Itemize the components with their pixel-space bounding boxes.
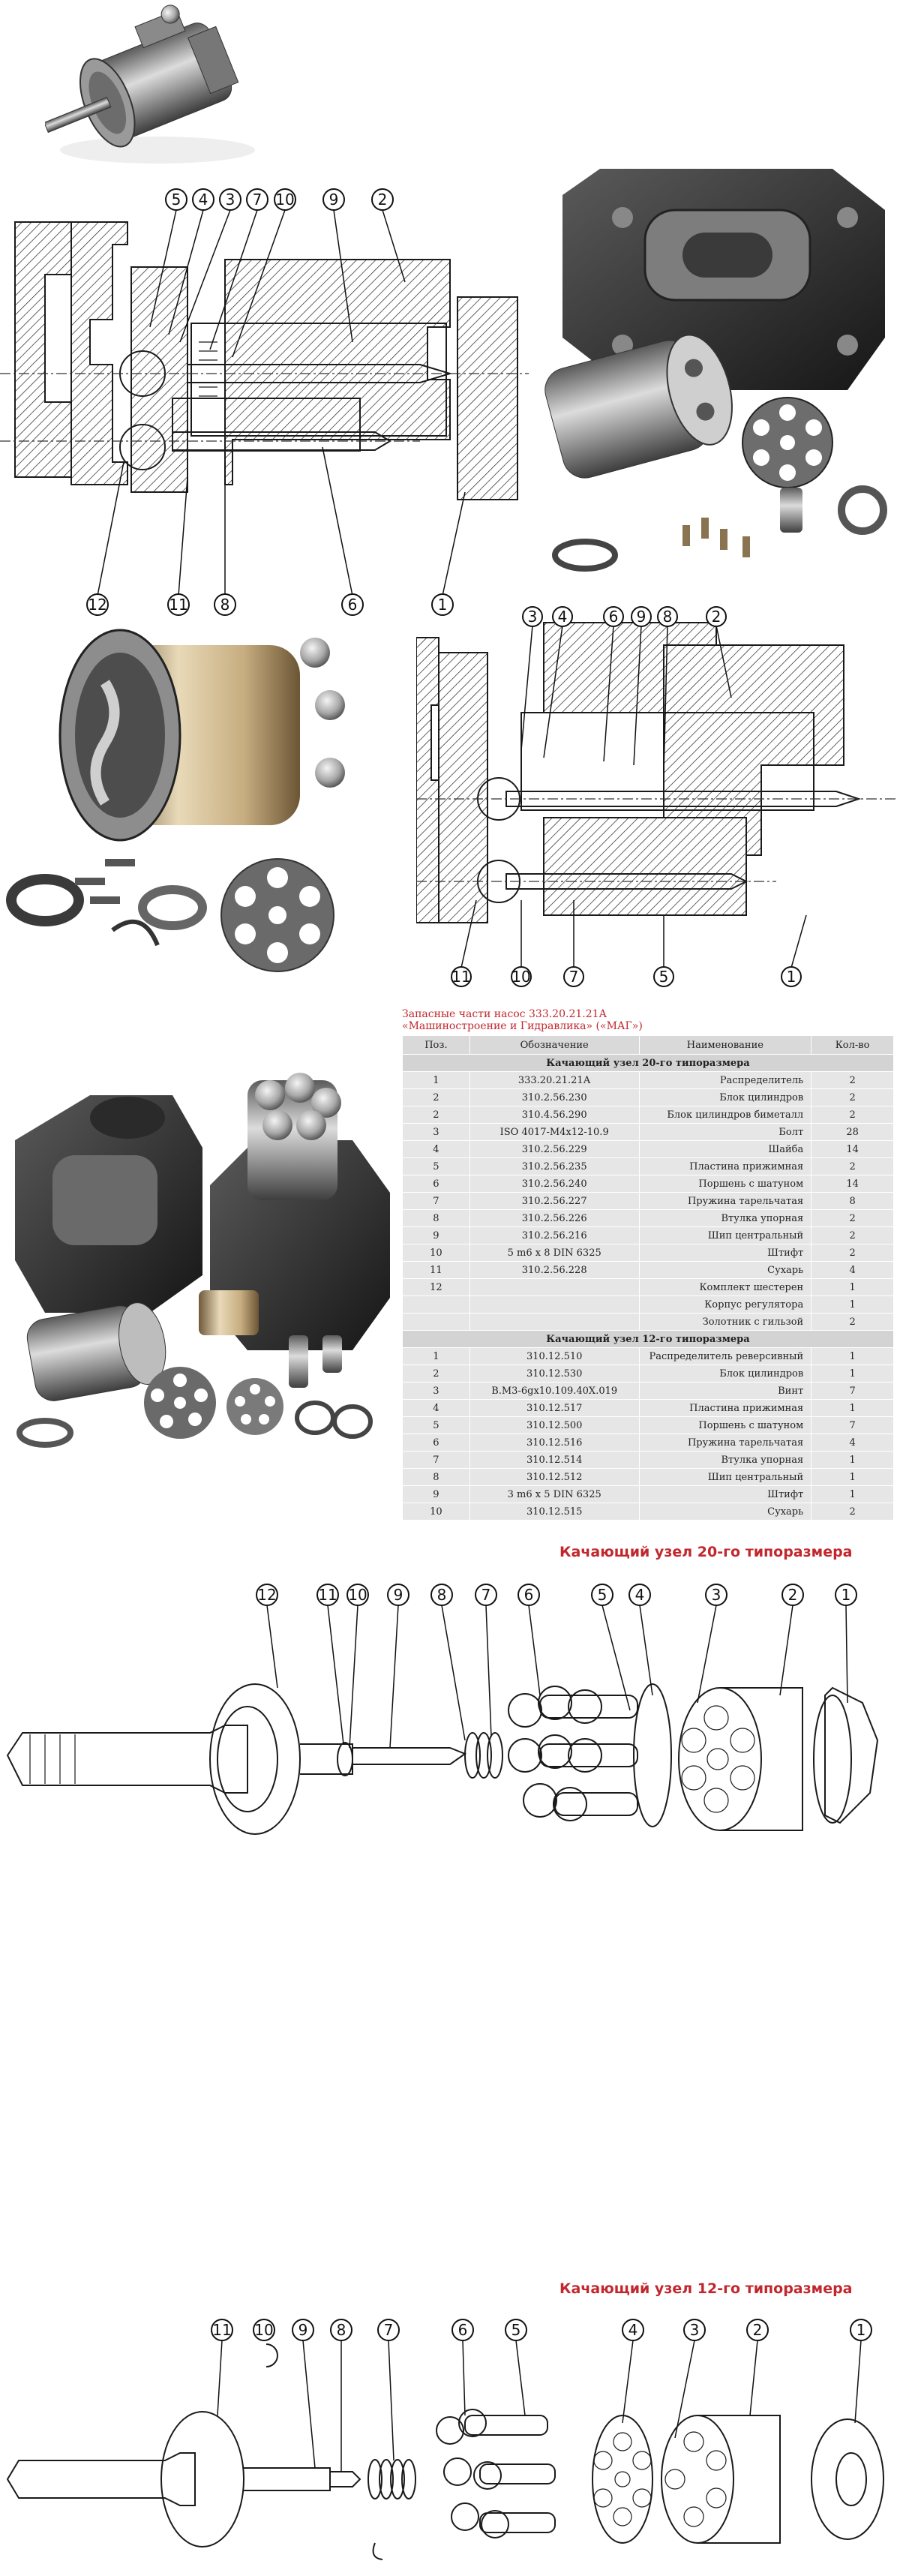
cell-pos: 10: [403, 1503, 470, 1521]
svg-text:6: 6: [524, 1586, 534, 1604]
cell-name: Блок цилиндров: [639, 1365, 812, 1383]
svg-text:9: 9: [328, 191, 339, 209]
cell-pos: 7: [403, 1193, 470, 1210]
callout-3: [706, 1584, 727, 1605]
table-row: [403, 1124, 894, 1141]
svg-text:7: 7: [383, 2321, 394, 2339]
cell-code: В.М3-6gх10.109.40Х.019: [470, 1383, 639, 1400]
svg-text:5: 5: [171, 191, 182, 209]
cell-code: [470, 1296, 639, 1314]
table-caption-line1: Запасные части насос 333.20.21.21А: [402, 1008, 608, 1020]
cell-name: Втулка упорная: [639, 1452, 812, 1469]
callout-bottom-4: [654, 967, 674, 986]
cell-name: Сухарь: [639, 1262, 812, 1279]
table-row: [403, 1279, 894, 1296]
cell-code: [470, 1279, 639, 1296]
cell-code: 310.2.56.230: [470, 1089, 639, 1106]
cell-qty: 2: [812, 1244, 894, 1262]
pump-section-drawing-12: [416, 600, 900, 990]
callout-2: [782, 1584, 803, 1605]
table-row: [403, 1469, 894, 1486]
cell-qty: 2: [812, 1314, 894, 1331]
table-row: [403, 1158, 894, 1175]
callout-1: [836, 1584, 856, 1605]
table-row: [403, 1434, 894, 1452]
callout-5: [506, 2319, 526, 2340]
cell-code: 5 m6 x 8 DIN 6325: [470, 1244, 639, 1262]
cell-code: ISO 4017-M4x12-10.9: [470, 1124, 639, 1141]
section20-title: Качающий узел 20-го типоразмера: [403, 1055, 894, 1072]
cell-qty: 1: [812, 1486, 894, 1503]
table-row: [403, 1503, 894, 1521]
cell-name: Шип центральный: [639, 1227, 812, 1244]
cell-qty: 1: [812, 1469, 894, 1486]
cell-code: 310.2.56.227: [470, 1193, 639, 1210]
cell-qty: 1: [812, 1452, 894, 1469]
cell-qty: 4: [812, 1262, 894, 1279]
table-row: [403, 1106, 894, 1124]
header-pos: Поз.: [403, 1036, 470, 1055]
callout-top-6: [323, 189, 344, 210]
callout-top-4: [632, 607, 651, 626]
cell-name: Болт: [639, 1124, 812, 1141]
cell-code: 310.2.56.235: [470, 1158, 639, 1175]
table-row: [403, 1244, 894, 1262]
cell-pos: 2: [403, 1089, 470, 1106]
callout-top-3: [604, 607, 623, 626]
cell-name: Шип центральный: [639, 1469, 812, 1486]
parts-table: [402, 1035, 894, 1521]
exploded-view-12: [0, 2303, 900, 2576]
svg-text:1: 1: [786, 968, 796, 986]
table-row: [403, 1365, 894, 1383]
table-row: [403, 1262, 894, 1279]
svg-text:3: 3: [711, 1586, 722, 1604]
callout-11: [317, 1584, 338, 1605]
callout-bottom-3: [564, 967, 584, 986]
svg-text:6: 6: [608, 608, 619, 626]
pump-section-drawing-20: [0, 177, 532, 620]
cell-pos: 8: [403, 1469, 470, 1486]
cell-qty: 2: [812, 1227, 894, 1244]
table-row: [403, 1296, 894, 1314]
table-row: [403, 1452, 894, 1469]
callout-top-5: [274, 189, 296, 210]
callout-9: [388, 1584, 409, 1605]
callout-top-1: [523, 607, 542, 626]
svg-text:6: 6: [458, 2321, 468, 2339]
table-row: [403, 1383, 894, 1400]
callout-top-5: [658, 607, 677, 626]
cell-qty: 1: [812, 1348, 894, 1365]
table-row: [403, 1141, 894, 1158]
cell-pos: [403, 1314, 470, 1331]
svg-text:5: 5: [597, 1586, 608, 1604]
cell-pos: 2: [403, 1106, 470, 1124]
callout-top-6: [706, 607, 726, 626]
cell-code: 310.12.515: [470, 1503, 639, 1521]
cell-qty: 14: [812, 1175, 894, 1193]
svg-text:8: 8: [662, 608, 673, 626]
cell-qty: 2: [812, 1072, 894, 1089]
cell-code: 310.2.56.226: [470, 1210, 639, 1227]
svg-text:11: 11: [452, 968, 471, 986]
svg-text:7: 7: [568, 968, 579, 986]
cell-pos: 9: [403, 1227, 470, 1244]
cell-code: 310.2.56.240: [470, 1175, 639, 1193]
header-code: Обозначение: [470, 1036, 639, 1055]
svg-text:4: 4: [634, 1586, 645, 1604]
callout-top-1: [166, 189, 187, 210]
cell-name: Распределитель реверсивный: [639, 1348, 812, 1365]
cell-pos: 1: [403, 1348, 470, 1365]
cell-name: Пластина прижимная: [639, 1158, 812, 1175]
cell-qty: 14: [812, 1141, 894, 1158]
callout-top-2: [553, 607, 572, 626]
callout-bottom-1: [452, 967, 471, 986]
cell-pos: 5: [403, 1158, 470, 1175]
svg-text:4: 4: [557, 608, 568, 626]
cell-name: Шайба: [639, 1141, 812, 1158]
cell-name: Пластина прижимная: [639, 1400, 812, 1417]
header-qty: Кол-во: [812, 1036, 894, 1055]
cell-pos: 10: [403, 1244, 470, 1262]
cell-name: Корпус регулятора: [639, 1296, 812, 1314]
svg-text:12: 12: [88, 596, 107, 614]
svg-text:10: 10: [512, 968, 531, 986]
svg-text:2: 2: [788, 1586, 798, 1604]
table-row: [403, 1348, 894, 1365]
svg-text:6: 6: [347, 596, 358, 614]
callout-9: [292, 2319, 314, 2340]
cell-code: 310.12.512: [470, 1469, 639, 1486]
cell-name: Золотник с гильзой: [639, 1314, 812, 1331]
cell-name: Блок цилиндров: [639, 1089, 812, 1106]
exploded-view-20: [0, 1568, 900, 1883]
exploded12-title: Качающий узел 12-го типоразмера: [560, 2280, 853, 2297]
svg-text:4: 4: [628, 2321, 638, 2339]
cell-name: Пружина тарельчатая: [639, 1193, 812, 1210]
callout-4: [622, 2319, 644, 2340]
svg-text:2: 2: [752, 2321, 763, 2339]
cell-code: 310.2.56.229: [470, 1141, 639, 1158]
cell-name: Втулка упорная: [639, 1210, 812, 1227]
callout-top-2: [193, 189, 214, 210]
svg-text:11: 11: [318, 1586, 338, 1604]
callout-top-3: [220, 189, 241, 210]
table-row: [403, 1210, 894, 1227]
cell-code: 310.2.56.216: [470, 1227, 639, 1244]
cell-name: Комплект шестерен: [639, 1279, 812, 1296]
cell-pos: 7: [403, 1452, 470, 1469]
cell-code: 310.12.530: [470, 1365, 639, 1383]
cell-qty: 8: [812, 1193, 894, 1210]
cylinder-block-photo: [0, 600, 420, 975]
svg-text:4: 4: [198, 191, 208, 209]
cell-name: Штифт: [639, 1486, 812, 1503]
pump-assembly-photo: [45, 0, 270, 173]
pump-housings-and-parts-photo: [0, 1065, 398, 1463]
cell-code: 310.2.56.228: [470, 1262, 639, 1279]
table-header-row: [403, 1036, 894, 1055]
cell-pos: 8: [403, 1210, 470, 1227]
callout-3: [684, 2319, 705, 2340]
cell-code: 310.12.516: [470, 1434, 639, 1452]
header-name: Наименование: [639, 1036, 812, 1055]
cell-pos: 3: [403, 1383, 470, 1400]
callout-12: [256, 1584, 278, 1605]
svg-text:9: 9: [636, 608, 646, 626]
svg-text:5: 5: [658, 968, 669, 986]
table-row: [403, 1227, 894, 1244]
svg-text:9: 9: [393, 1586, 404, 1604]
table-row: [403, 1486, 894, 1503]
table-row: [403, 1400, 894, 1417]
cell-qty: 1: [812, 1296, 894, 1314]
svg-text:1: 1: [437, 596, 448, 614]
table-row: [403, 1193, 894, 1210]
cell-pos: 6: [403, 1434, 470, 1452]
cell-pos: 9: [403, 1486, 470, 1503]
callout-4: [629, 1584, 650, 1605]
cell-pos: 11: [403, 1262, 470, 1279]
section12-title: Качающий узел 12-го типоразмера: [403, 1331, 894, 1348]
cell-code: 333.20.21.21А: [470, 1072, 639, 1089]
svg-text:7: 7: [481, 1586, 491, 1604]
cell-pos: 4: [403, 1141, 470, 1158]
svg-text:3: 3: [225, 191, 236, 209]
cell-qty: 1: [812, 1365, 894, 1383]
cell-name: Поршень с шатуном: [639, 1175, 812, 1193]
cell-pos: [403, 1296, 470, 1314]
parts-table-block: [402, 1008, 894, 1521]
svg-text:11: 11: [212, 2321, 232, 2339]
cell-pos: 3: [403, 1124, 470, 1141]
callout-10: [254, 2319, 274, 2340]
svg-text:12: 12: [257, 1586, 277, 1604]
cell-pos: 2: [403, 1365, 470, 1383]
svg-text:11: 11: [169, 596, 188, 614]
exploded20-title: Качающий узел 20-го типоразмера: [560, 1544, 853, 1560]
callout-7: [476, 1584, 496, 1605]
cell-name: Пружина тарельчатая: [639, 1434, 812, 1452]
cell-qty: 4: [812, 1434, 894, 1452]
svg-text:8: 8: [220, 596, 230, 614]
cell-code: [470, 1314, 639, 1331]
cell-code: 310.12.517: [470, 1400, 639, 1417]
callout-7: [378, 2319, 399, 2340]
cell-pos: 6: [403, 1175, 470, 1193]
cell-name: Блок цилиндров биметалл: [639, 1106, 812, 1124]
cell-pos: 12: [403, 1279, 470, 1296]
cell-pos: 5: [403, 1417, 470, 1434]
svg-text:3: 3: [527, 608, 538, 626]
svg-text:8: 8: [436, 1586, 447, 1604]
cell-qty: 7: [812, 1383, 894, 1400]
callout-1: [850, 2319, 872, 2340]
callout-8: [331, 2319, 352, 2340]
svg-text:10: 10: [348, 1586, 368, 1604]
callout-bottom-5: [782, 967, 801, 986]
table-row: [403, 1417, 894, 1434]
callout-bottom-2: [512, 967, 531, 986]
callout-6: [452, 2319, 473, 2340]
cell-qty: 2: [812, 1158, 894, 1175]
svg-text:2: 2: [711, 608, 722, 626]
callout-11: [212, 2319, 232, 2340]
cell-name: Распределитель: [639, 1072, 812, 1089]
callout-2: [747, 2319, 768, 2340]
cell-code: 310.4.56.290: [470, 1106, 639, 1124]
rotating-group-parts-photo: [532, 165, 900, 585]
cell-qty: 2: [812, 1089, 894, 1106]
cell-name: Штифт: [639, 1244, 812, 1262]
callout-top-4: [247, 189, 268, 210]
cell-qty: 2: [812, 1503, 894, 1521]
svg-text:7: 7: [252, 191, 262, 209]
table-row: [403, 1314, 894, 1331]
cell-pos: 1: [403, 1072, 470, 1089]
table-row: [403, 1175, 894, 1193]
cell-qty: 2: [812, 1106, 894, 1124]
cell-qty: 28: [812, 1124, 894, 1141]
svg-text:2: 2: [377, 191, 388, 209]
table-row: [403, 1072, 894, 1089]
cell-code: 310.12.510: [470, 1348, 639, 1365]
cell-qty: 1: [812, 1279, 894, 1296]
svg-text:10: 10: [275, 191, 295, 209]
svg-text:9: 9: [298, 2321, 308, 2339]
callout-6: [518, 1584, 539, 1605]
cell-name: Винт: [639, 1383, 812, 1400]
table-row: [403, 1089, 894, 1106]
svg-text:1: 1: [856, 2321, 866, 2339]
callout-8: [431, 1584, 452, 1605]
svg-text:3: 3: [689, 2321, 700, 2339]
cell-qty: 7: [812, 1417, 894, 1434]
callout-top-7: [372, 189, 393, 210]
cell-qty: 2: [812, 1210, 894, 1227]
cell-pos: 4: [403, 1400, 470, 1417]
svg-text:10: 10: [254, 2321, 274, 2339]
cell-qty: 1: [812, 1400, 894, 1417]
table-caption-line2: «Машиностроение и Гидравлика» («МАГ»): [402, 1020, 643, 1032]
svg-text:1: 1: [841, 1586, 851, 1604]
cell-code: 310.12.514: [470, 1452, 639, 1469]
cell-name: Сухарь: [639, 1503, 812, 1521]
cell-name: Поршень с шатуном: [639, 1417, 812, 1434]
cell-code: 310.12.500: [470, 1417, 639, 1434]
svg-text:5: 5: [511, 2321, 521, 2339]
callout-10: [347, 1584, 368, 1605]
svg-text:8: 8: [336, 2321, 346, 2339]
callout-5: [592, 1584, 613, 1605]
cell-code: 3 m6 x 5 DIN 6325: [470, 1486, 639, 1503]
